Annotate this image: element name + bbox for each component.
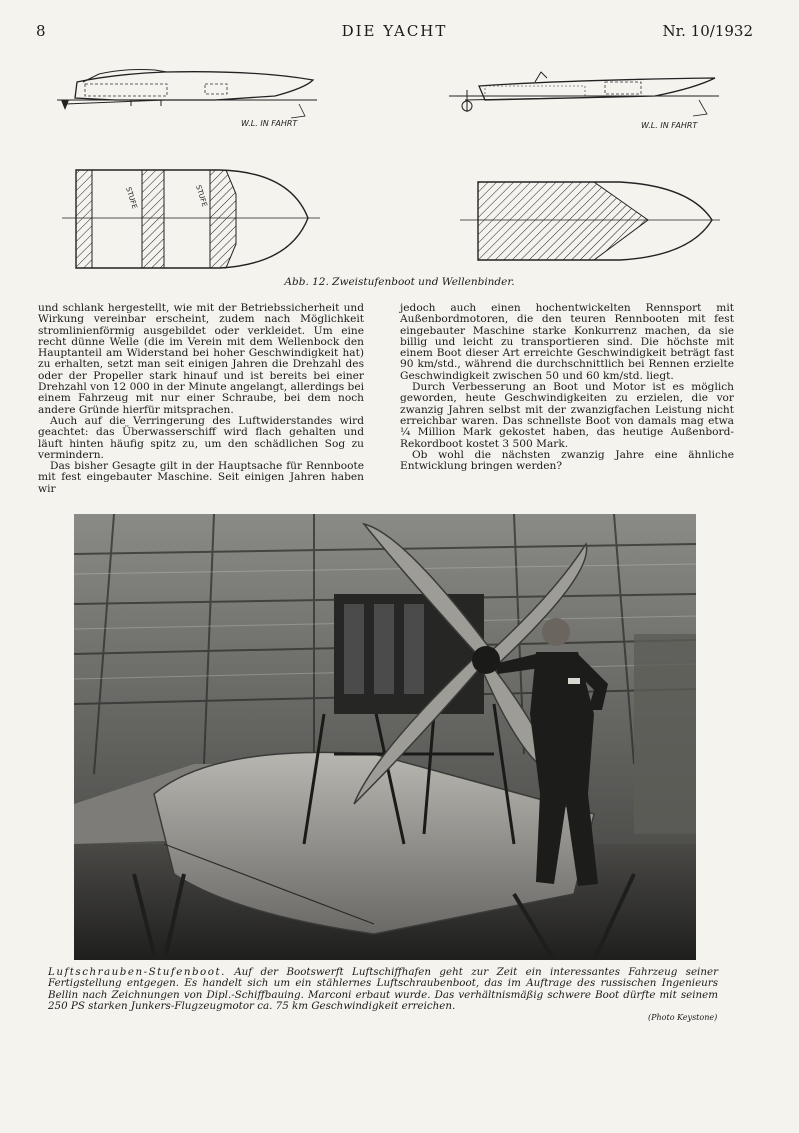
waterline-label-left: W.L. IN FAHRT xyxy=(241,119,298,128)
page-header xyxy=(36,22,753,44)
photo-caption-text: Auf der Bootswerft Luftschiffhafen geht zur Zeit ein interessantes Fahrzeug seiner Fertigstellung entgegen. Es handelt sich um ein stählernes Luftschraubenboot, das im Auftrage des russischen Ingenieurs Bellin nach Zeichnungen von Dipl.-Schiffbauing. Marconi erbaut wurde. Das verhältnismäßig schwere Boot dürfte mit seinem 250 PS starken Junkers-Flugzeugmotor ca. 75 km Geschwindigkeit erreichen. xyxy=(48,966,718,1012)
page-number: 8 xyxy=(36,22,46,40)
photo-caption xyxy=(48,967,718,1012)
stepped-boat-profile-drawing xyxy=(55,60,325,132)
paragraph: Das bisher Gesagte gilt in der Hauptsache für Rennboote mit fest eingebauter Maschine. Seit einigen Jahren haben wir xyxy=(38,460,364,495)
airscrew-boat-photo xyxy=(74,514,696,960)
hull-bottom-plan-drawing xyxy=(460,176,722,266)
waterline-label-right: W.L. IN FAHRT xyxy=(641,121,698,130)
airscrew-boat-profile-drawing xyxy=(445,66,725,132)
photo-caption-lead: Luftschrauben-Stufenboot. xyxy=(48,966,226,978)
two-step-hull-plan-drawing xyxy=(60,164,322,272)
paragraph: Ob wohl die nächsten zwanzig Jahre eine ähnliche Entwicklung bringen werden? xyxy=(400,448,734,473)
magazine-title: DIE YACHT xyxy=(341,22,448,40)
step-label-1: STUFE xyxy=(124,186,139,210)
issue-number: Nr. 10/1932 xyxy=(662,22,753,40)
photo-credit: (Photo Keystone) xyxy=(648,1013,718,1022)
paragraph: jedoch auch einen hochentwickelten Rennsport mit Außenbordmotoren, die den teuren Rennbooten mit fest eingebauter Maschine starke Konkurrenz machen, da sie billig und leicht zu transportieren sind. Die höchste mit einem Boot dieser Art erreichte Geschwindigkeit beträgt fast 90 km/std., während die durchschnittlich bei Rennen erzielte Geschwindigkeit zwischen 50 und 60 km/std. liegt. xyxy=(400,302,734,382)
figure-caption: Abb. 12. Zweistufenboot und Wellenbinder. xyxy=(284,276,515,288)
paragraph: und schlank hergestellt, wie mit der Betriebssicherheit und Wirkung vereinbar erscheint, zudem nach Möglichkeit stromlinienförmig ausgebildet oder verkleidet. Um eine recht dünne Welle (die im Verein mit dem Wellenbock den Hauptanteil am Widerstand bei hoher Geschwindigkeit hat) zu erhalten, setzt man seit einigen Jahren die Drehzahl des oder der Propeller stark hinauf und ist bereits bei einer Drehzahl von 12 000 in der Minute angelangt, allerdings bei einem Fahrzeug mit nur einer Schraube, bei dem noch andere Gründe hierfür mitsprachen. xyxy=(38,302,364,416)
article-column-right xyxy=(400,303,734,472)
paragraph: Auch auf die Verringerung des Luftwiderstandes wird geachtet: das Überwasserschiff wird flach gehalten und läuft hinten häufig spitz zu, um den schädlichen Sog zu vermindern. xyxy=(38,414,364,461)
paragraph: Durch Verbesserung an Boot und Motor ist es möglich geworden, heute Geschwindigkeiten zu erzielen, die vor zwanzig Jahren selbst mit der zwanzigfachen Leistung nicht erreichbar waren. Das schnellste Boot von damals mag etwa ¼ Million Mark gekostet haben, das heutige Außenbord-Rekordboot kostet 3 500 Mark. xyxy=(400,381,734,450)
step-label-2: STUFE xyxy=(194,184,209,208)
article-column-left xyxy=(38,303,364,495)
